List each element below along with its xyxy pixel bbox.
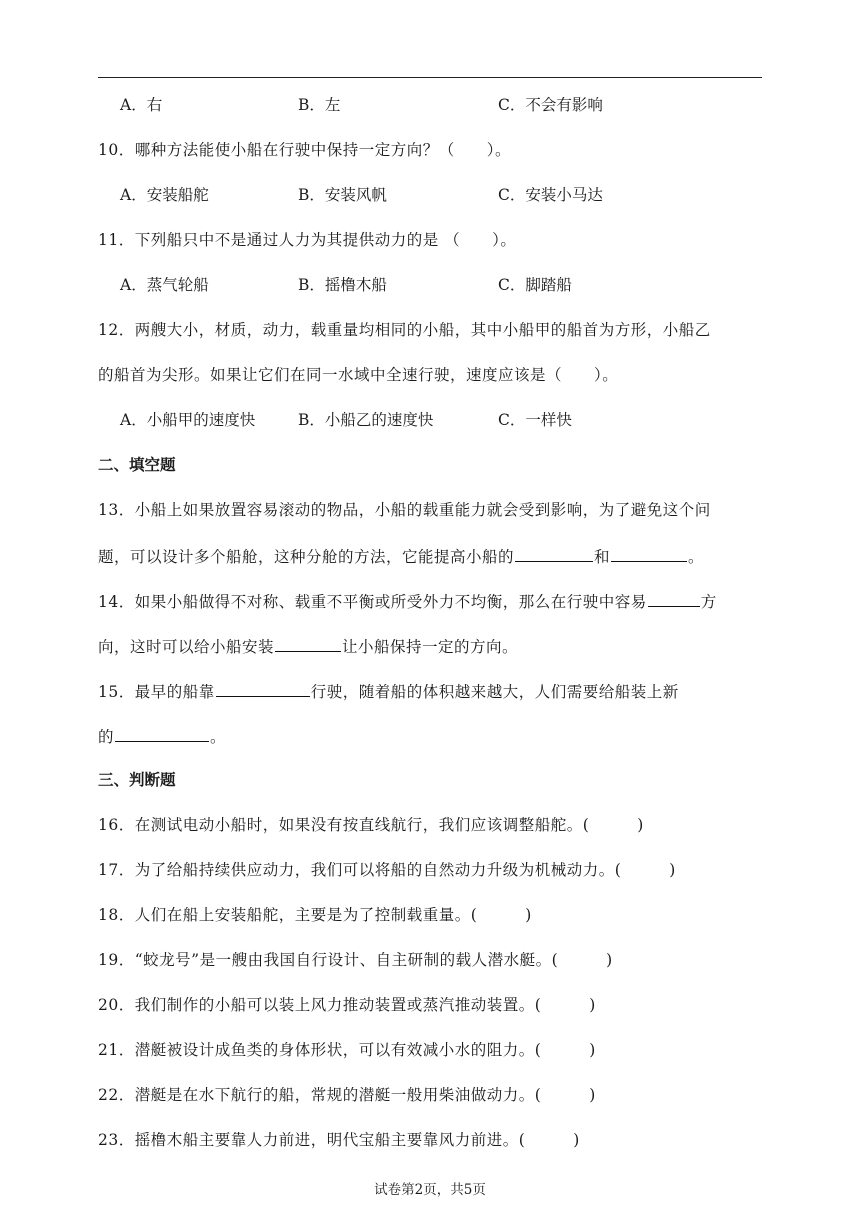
q10-option-a: A．安装船舵: [120, 186, 209, 204]
q9-option-c: C．不会有影响: [498, 96, 603, 114]
q12-option-a: A．小船甲的速度快: [120, 411, 256, 429]
judgment-item: 22．潜艇是在水下航行的船，常规的潜艇一般用柴油做动力。( ): [98, 1086, 596, 1104]
q10-option-c: C．安装小马达: [498, 186, 603, 204]
judgment-item: 23．摇橹木船主要靠人力前进，明代宝船主要靠风力前进。( ): [98, 1131, 580, 1149]
q11-option-a: A．蒸气轮船: [120, 276, 209, 294]
q14-blank-2[interactable]: [275, 635, 341, 652]
judgment-item: 17．为了给船持续供应动力，我们可以将船的自然动力升级为机械动力。( ): [98, 861, 676, 879]
q14-text-a: 14．如果小船做得不对称、载重不平衡或所受外力不均衡，那么在行驶中容易: [98, 593, 647, 611]
q14-text-d: 让小船保持一定的方向。: [342, 638, 519, 656]
q12-option-b: B．小船乙的速度快: [298, 411, 434, 429]
question-11: 11．下列船只中不是通过人力为其提供动力的是 （ ）。: [98, 231, 517, 249]
q13-text-a: 题，可以设计多个船舱，这种分舱的方法，它能提高小船的: [98, 548, 515, 566]
q9-option-b: B．左: [298, 96, 341, 114]
q11-option-b: B．摇橹木船: [298, 276, 387, 294]
q15-text-c: 的: [98, 728, 115, 746]
header-rule: [98, 77, 762, 78]
q14-text-b: 方: [700, 593, 717, 611]
q15-text-d: 。: [210, 728, 227, 746]
judgment-item: 18．人们在船上安装船舵，主要是为了控制载重量。( ): [98, 906, 532, 924]
question-12-line2: 的船首为尖形。如果让它们在同一水域中全速行驶，速度应该是（ ）。: [98, 366, 619, 384]
q15-blank-2[interactable]: [115, 725, 209, 742]
judgment-item: 19．“蛟龙号”是一艘由我国自行设计、自主研制的载人潜水艇。( ): [98, 951, 613, 969]
question-14-line2: [98, 635, 518, 657]
q14-blank-1[interactable]: [648, 590, 700, 607]
question-14-line1: [98, 590, 717, 612]
question-12-line1: 12．两艘大小，材质，动力，载重量均相同的小船，其中小船甲的船首为方形，小船乙: [98, 321, 711, 339]
q12-option-c: C．一样快: [498, 411, 572, 429]
question-15-line2: [98, 725, 226, 747]
section-heading-fill-in: 二、填空题: [98, 456, 176, 474]
section-heading-true-false: 三、判断题: [98, 771, 176, 789]
judgment-item: 21．潜艇被设计成鱼类的身体形状，可以有效减小水的阻力。( ): [98, 1041, 596, 1059]
q15-blank-1[interactable]: [216, 680, 310, 697]
q15-text-a: 15．最早的船靠: [98, 683, 215, 701]
question-15-line1: [98, 680, 679, 702]
judgment-item: 16．在测试电动小船时，如果没有按直线航行，我们应该调整船舵。( ): [98, 816, 644, 834]
q11-option-c: C．脚踏船: [498, 276, 572, 294]
q13-text-c: 。: [688, 548, 705, 566]
q9-option-a: A．右: [120, 96, 163, 114]
q14-text-c: 向，这时可以给小船安装: [98, 638, 275, 656]
judgment-item: 20．我们制作的小船可以装上风力推动装置或蒸汽推动装置。( ): [98, 996, 596, 1014]
q15-text-b: 行驶，随着船的体积越来越大，人们需要给船装上新: [310, 683, 679, 701]
question-13-line1: 13．小船上如果放置容易滚动的物品，小船的载重能力就会受到影响，为了避免这个问: [98, 501, 711, 519]
page-footer: 试卷第2页，共5页: [374, 1182, 486, 1198]
q13-blank-2[interactable]: [611, 545, 687, 562]
question-13-line2: [98, 545, 704, 567]
q13-blank-1[interactable]: [515, 545, 593, 562]
q13-text-b: 和: [594, 548, 611, 566]
question-10: 10．哪种方法能使小船在行驶中保持一定方向？（ ）。: [98, 141, 511, 159]
q10-option-b: B．安装风帆: [298, 186, 387, 204]
